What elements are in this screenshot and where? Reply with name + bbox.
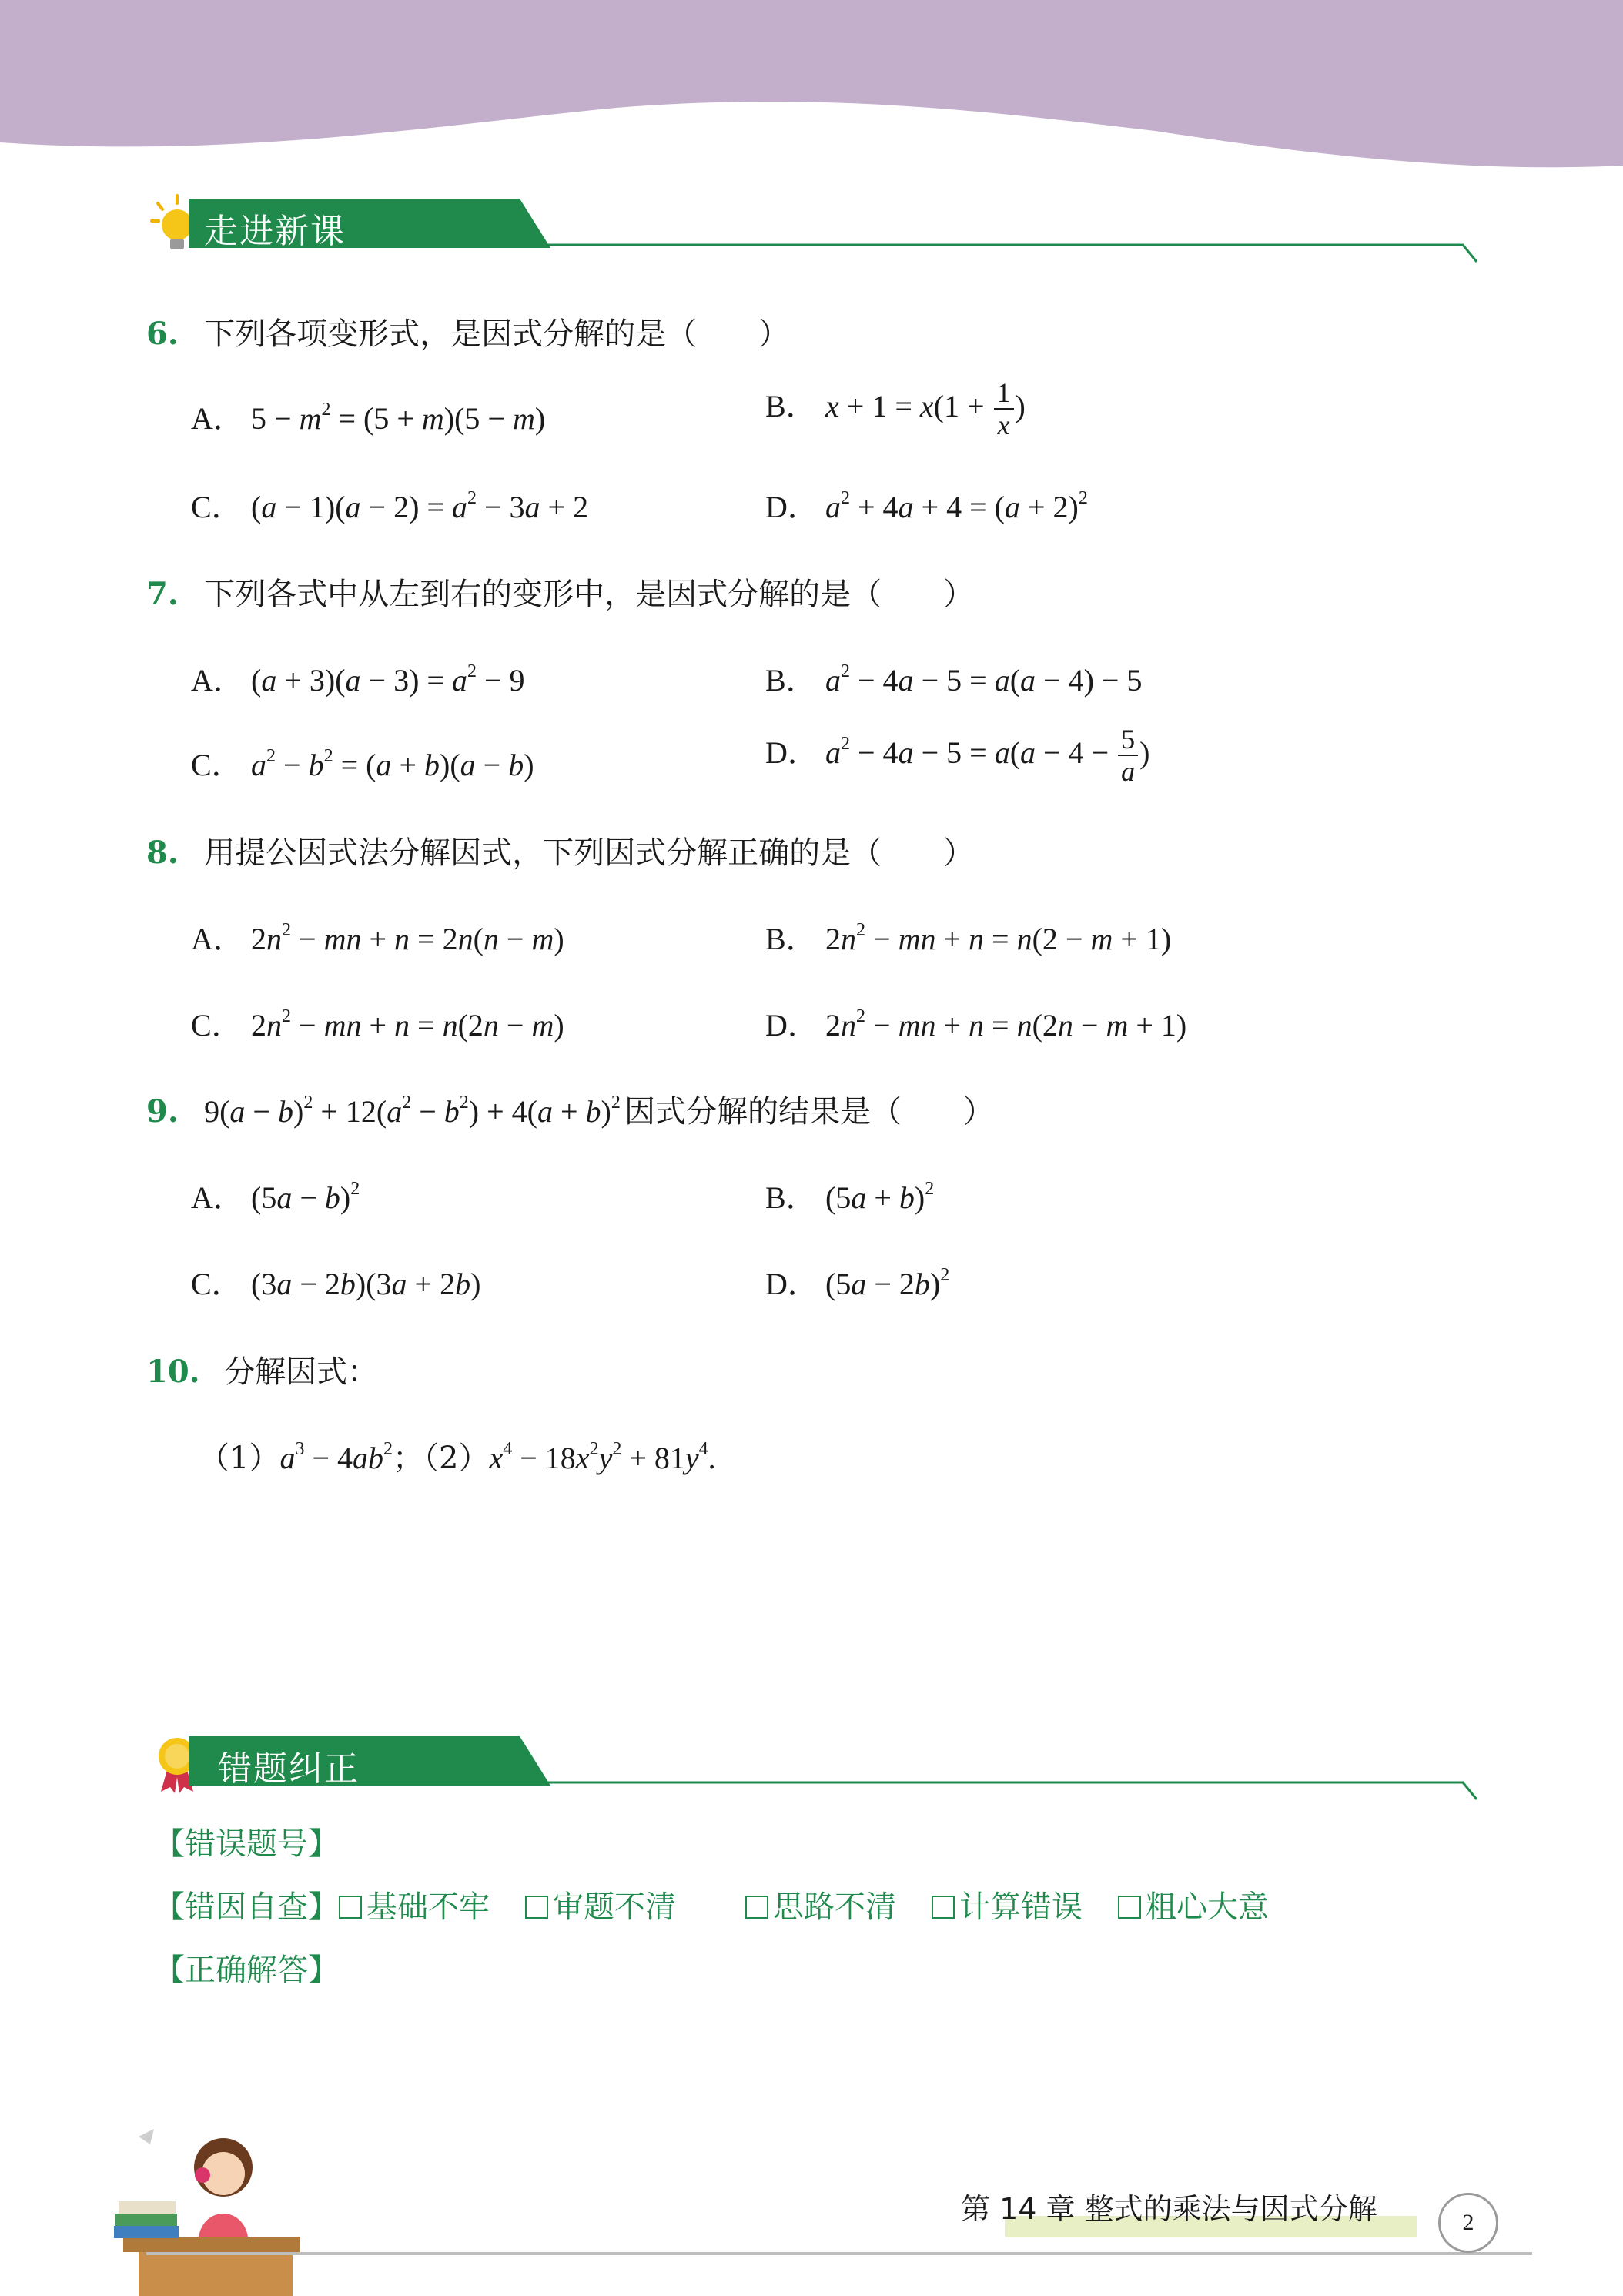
question-expression: $9(a - b)^2 + 12(a^2 - b^2) + 4(a + b)^2$ [204,1093,621,1129]
checkbox-unclear-thinking[interactable]: 思路不清 [745,1889,896,1925]
question-number: 6. [146,316,179,352]
checkbox-basics[interactable]: 基础不牢 [339,1889,490,1925]
checkbox-icon [745,1896,768,1919]
question-text: 分解因式： [224,1354,379,1390]
checkbox-calc-error[interactable]: 计算错误 [932,1889,1083,1925]
footer-rule [146,2252,1532,2255]
question-number: 10. [146,1354,200,1390]
question-10-parts: $(1)a^3 - 4ab^2$；$(2)x^4 - 18x^2y^2 + 81y^4$. [199,1439,716,1476]
option-d[interactable]: D． $a^2 - 4a - 5 = a(a - 4$ − $\frac{5}{a}$ ) [765,724,1150,787]
question-number: 7. [146,576,179,612]
page-number: 2 [1438,2193,1498,2253]
option-a[interactable]: A． $2n^2$ − mn + n = 2n(n − m) [191,920,564,956]
option-c[interactable]: C． $2n^2$ − mn + n = n(2n − m) [191,1006,564,1043]
checkbox-icon [932,1896,955,1919]
checkbox-careless[interactable]: 粗心大意 [1118,1889,1269,1925]
option-c[interactable]: C． $a^2 - b^2 = (a + b)(a - b)$ [191,746,534,782]
chapter-title: 第 14 章 整式的乘法与因式分解 [961,2192,1377,2226]
section-header-new-lesson [150,199,1478,260]
option-a[interactable]: A． $(5a - b)^2$ [191,1179,360,1215]
header-banner [0,0,1623,177]
question-text: 用提公因式法分解因式，下列因式分解正确的是（ ） [204,835,975,871]
question-text: 因式分解的结果是（ ） [624,1094,994,1130]
error-cause-row [154,1883,1304,1926]
option-a[interactable]: A． $(a + 3)(a - 3) = a^2 - 9$ [191,661,525,698]
option-b[interactable]: B． $2n^2$ − mn + n = n(2 − m + 1) [765,920,1172,956]
correct-answer-label: 【正确解答】 [154,1953,339,1988]
question-text: 下列各式中从左到右的变形中，是因式分解的是（ ） [204,577,975,612]
section-title: 走进新课 [204,212,346,251]
option-d[interactable]: D． $(5a - 2b)^2$ [765,1265,950,1301]
option-d[interactable]: D． $2n^2$ − mn + n = n(2n − m + 1) [765,1006,1187,1043]
checkbox-misread[interactable]: 审题不清 [525,1889,676,1925]
question-7 [146,570,974,614]
option-b[interactable]: B． x + 1 = x(1 + $\frac{1}{x}$ ) [765,377,1026,440]
option-c[interactable]: C． $(a - 1)(a - 2) = a^2 - 3a + 2$ [191,488,589,524]
section-divider [439,242,1478,265]
question-9 [146,1087,994,1131]
checkbox-icon [339,1896,362,1919]
section-title: 错题纠正 [218,1749,360,1789]
option-a[interactable]: A． $5 - m^2 = (5 + m)(5 - m)$ [191,400,546,436]
wrong-question-no-label: 【错误题号】 [154,1826,339,1862]
question-10 [146,1347,378,1391]
question-6 [146,310,789,353]
section-divider [439,1779,1478,1802]
error-cause-label: 【错因自查】 [154,1889,339,1925]
question-text: 下列各项变形式，是因式分解的是（ ） [204,316,790,352]
question-number: 9. [146,1093,179,1130]
option-d[interactable]: D． $a^2 + 4a + 4 = (a + 2)^2$ [765,488,1088,524]
option-c[interactable]: C． (3a − 2b)(3a + 2b) [191,1267,481,1301]
option-b[interactable]: B． $(5a + b)^2$ [765,1179,935,1215]
checkbox-icon [1118,1896,1141,1919]
option-b[interactable]: B． $a^2 - 4a - 5 = a(a - 4) - 5$ [765,661,1143,698]
section-header-error-correction [150,1736,1478,1798]
question-8 [146,828,974,872]
student-reading-illustration [108,2121,316,2296]
checkbox-icon [525,1896,548,1919]
question-number: 8. [146,835,179,871]
